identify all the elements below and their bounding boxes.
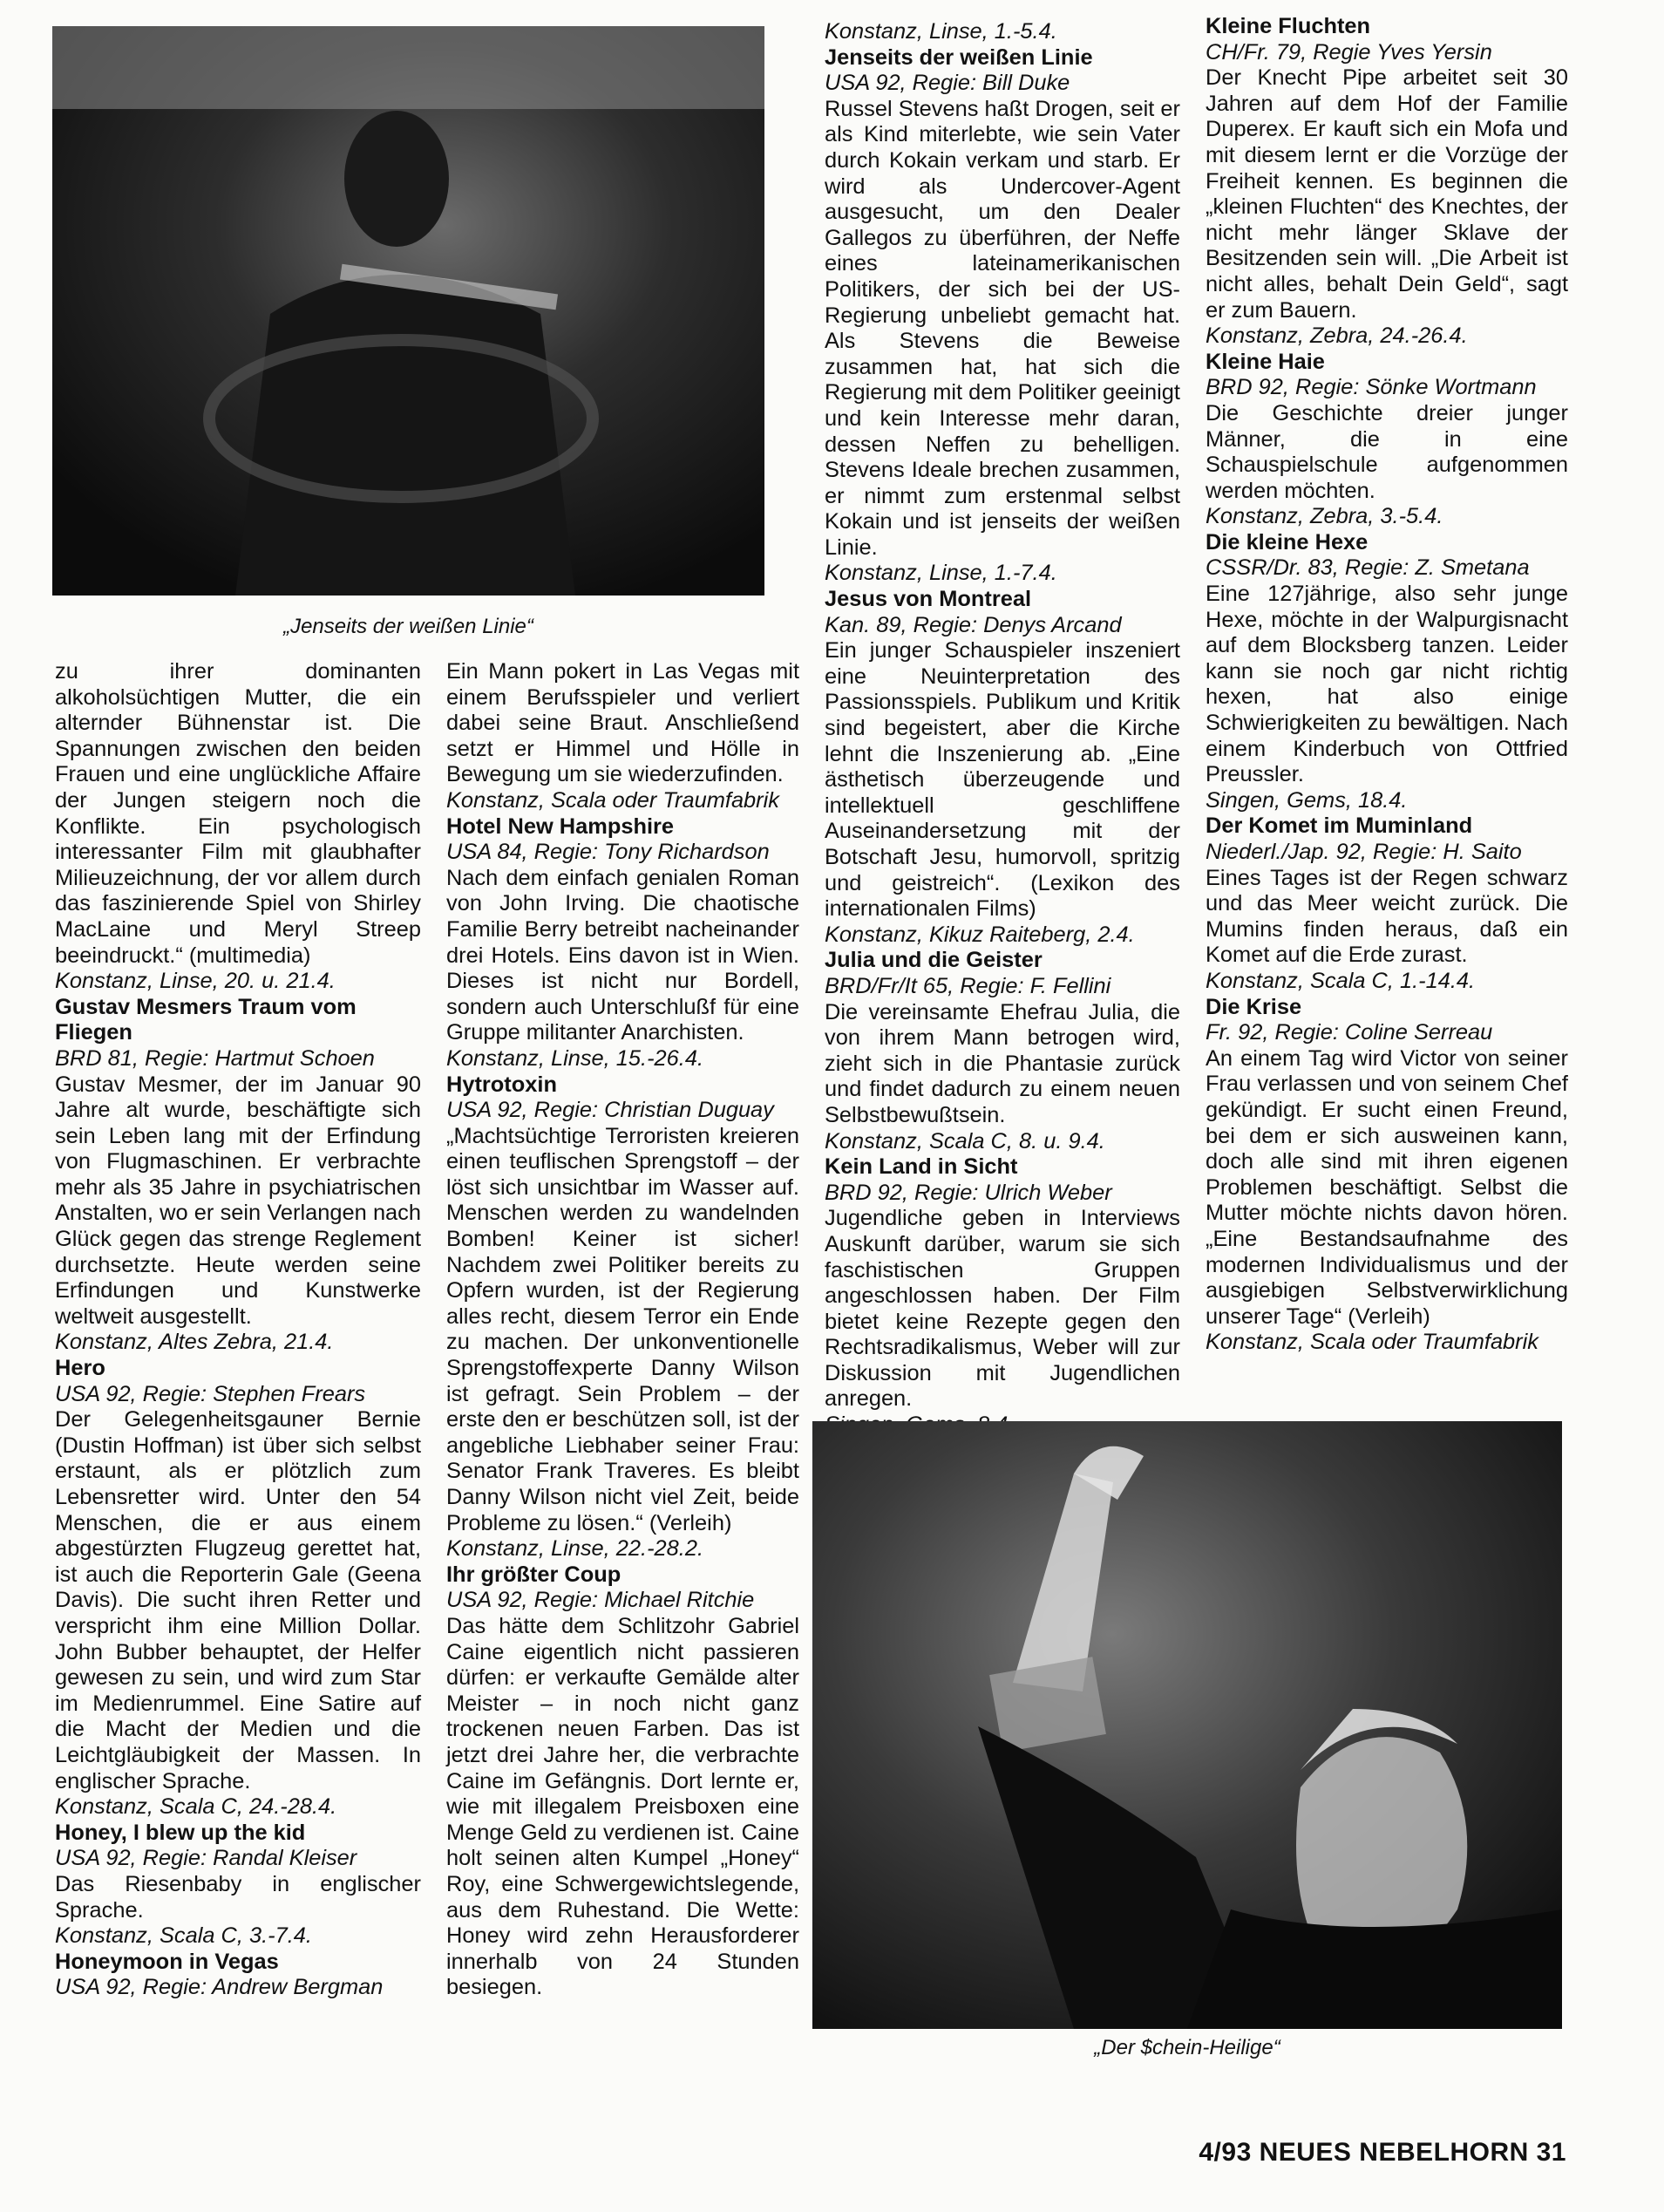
listing-entry xyxy=(1206,14,1568,350)
photo-caption-schein-heilige: „Der $chein-Heilige“ xyxy=(1094,2036,1280,2059)
entry-venue: Konstanz, Scala C, 1.-14.4. xyxy=(1206,968,1476,993)
listing-entry xyxy=(55,1821,421,1950)
listing-entry xyxy=(825,1154,1180,1439)
listing-entry xyxy=(825,587,1180,948)
entry-meta: BRD/Fr/It 65, Regie: F. Fellini xyxy=(825,973,1111,998)
entry-title: Der Komet im Muminland xyxy=(1206,813,1473,839)
entry-meta: USA 84, Regie: Tony Richardson xyxy=(446,840,770,865)
photo-caption-jenseits: „Jenseits der weißen Linie“ xyxy=(283,615,533,638)
listing-entry xyxy=(55,1356,421,1821)
listing-entry xyxy=(1206,813,1568,994)
entry-title: Die Krise xyxy=(1206,994,1302,1019)
entry-text: Russel Stevens haßt Drogen, seit er als Kind miterlebte, wie sein Vater durch Kokain verkam und starb. Er wird als Undercover-Agent ausgesucht, um den Dealer Gallegos zu überführen, der Neffe eines lateinamerikanischen Politikers, der sich bei der US-Regierung unbeliebt gemacht hat. Als Stevens die Beweise zusammen hat, hat sich die Regierung mit dem Politiker geeinigt und kein Interesse mehr daran, dessen Neffen zu behelligen. Stevens Ideale brechen zusammen, er nimmt zum erstenmal selbst Kokain und ist jenseits der weißen Linie. xyxy=(825,96,1180,560)
listing-entry xyxy=(55,659,421,995)
entry-meta: USA 92, Regie: Andrew Bergman xyxy=(55,1975,384,2000)
entry-text: Die Geschichte dreier junger Männer, die in eine Schauspielschule aufgenommen werden möchten. xyxy=(1206,400,1568,503)
entry-text: Jugendliche geben in Interviews Auskunft darüber, warum sie sich faschistischen Gruppen angeschlossen haben. Der Film bietet keine Rezepte gegen den Rechtsradikalismus, Weber will zur Diskussion mit Jugendlichen anregen. xyxy=(825,1206,1180,1412)
entry-venue: Konstanz, Zebra, 24.-26.4. xyxy=(1206,323,1468,349)
film-still-photo-jenseits xyxy=(52,26,764,596)
entry-meta: Kan. 89, Regie: Denys Arcand xyxy=(825,612,1122,637)
listing-entry xyxy=(446,1562,799,2001)
entry-meta: CSSR/Dr. 83, Regie: Z. Smetana xyxy=(1206,555,1530,581)
listing-column-4 xyxy=(1206,14,1568,1356)
entry-venue: Konstanz, Linse, 20. u. 21.4. xyxy=(55,969,336,994)
listing-entry xyxy=(825,948,1180,1154)
entry-title: Kleine Haie xyxy=(1206,349,1325,374)
entry-title: Jenseits der weißen Linie xyxy=(825,44,1093,70)
entry-text: Das hätte dem Schlitzohr Gabriel Caine eigentlich nicht passieren dürfen: er verkaufte Gemälde alter Meister – in noch nicht ganz trockenen neuen Farben. Das ist jetzt drei Jahre her, die verbrachte Caine im Gefängnis. Dort lernte er, wie mit illegalem Preisboxen eine Menge Geld zu verdienen ist. Caine holt seinen alten Kumpel „Honey“ Roy, eine Schwergewichtslegende, aus dem Ruhestand. Die Wette: Honey wird zehn Herausforderer innerhalb von 24 Stunden besiegen. xyxy=(446,1613,799,2000)
entry-meta: Niederl./Jap. 92, Regie: H. Saito xyxy=(1206,840,1522,864)
entry-meta: BRD 92, Regie: Sönke Wortmann xyxy=(1206,375,1537,400)
entry-title: Kein Land in Sicht xyxy=(825,1154,1018,1180)
entry-text: An einem Tag wird Victor von seiner Frau verlassen und von seinem Chef gekündigt. Er sucht einen Freund, bei dem er sich ausweinen kann, doch alle sind mit ihren eigenen Problemen beschäftigt. Selbst die Mutter möchte nichts davon hören. „Eine Bestandsaufnahme des modernen Individualismus und der ausgiebigen Selbstverwirklichung unserer Tage“ (Verleih) xyxy=(1206,1045,1568,1329)
entry-meta: BRD 81, Regie: Hartmut Schoen xyxy=(55,1045,375,1071)
entry-venue: Singen, Gems, 18.4. xyxy=(1206,787,1408,813)
entry-venue: Konstanz, Scala C, 24.-28.4. xyxy=(55,1794,337,1820)
entry-text: „Machtsüchtige Terroristen kreieren einen teuflischen Sprengstoff – der löst sich unsichtbar im Wasser auf. Menschen werden zu wandelnden Bomben! Keiner ist sicher! Nachdem zwei Politiker bereits zu Opfern wurden, ist der Regierung alles recht, diesem Terror ein Ende zu machen. Der unkonventionelle Sprengstoffexperte Danny Wilson ist gefragt. Sein Problem – der erste den er beschützen soll, ist der angebliche Liebhaber seiner Frau: Senator Frank Traveres. Es bleibt Danny Wilson nicht viel Zeit, beide Probleme zu lösen.“ (Verleih) xyxy=(446,1123,799,1535)
entry-title: Hytrotoxin xyxy=(446,1072,557,1097)
film-still-photo-schein-heilige xyxy=(812,1421,1562,2029)
entry-meta: USA 92, Regie: Bill Duke xyxy=(825,71,1070,96)
entry-text: Das Riesenbaby in englischer Sprache. xyxy=(55,1871,421,1923)
listing-entry xyxy=(1206,995,1568,1356)
entry-title: Hotel New Hampshire xyxy=(446,813,675,839)
entry-text: Die vereinsamte Ehefrau Julia, die von ihrem Mann betrogen wird, zieht sich in die Phantasie zurück und findet dadurch zu einem neuen Selbstbewußtsein. xyxy=(825,999,1180,1127)
entry-title: Ihr größter Coup xyxy=(446,1562,621,1587)
listing-entry xyxy=(825,19,1180,45)
photo-placeholder-graphic xyxy=(52,26,764,596)
entry-text: Der Knecht Pipe arbeitet seit 30 Jahren auf dem Hof der Familie Duperex. Er kauft sich ein Mofa und mit diesem lernt er die Vorzüge der Freiheit kennen. Es beginnen die „kleinen Fluchten“ des Knechtes, der nicht mehr länger Sklave der Besitzenden sein will. „Die Arbeit ist nicht alles, behalt Dein Geld“, sagt er zum Bauern. xyxy=(1206,65,1568,323)
listing-entry xyxy=(825,45,1180,587)
listing-entry xyxy=(55,995,421,1356)
entry-title: Jesus von Montreal xyxy=(825,587,1032,612)
listing-entry xyxy=(446,814,799,1072)
entry-title: Honeymoon in Vegas xyxy=(55,1949,279,1974)
entry-title: Die kleine Hexe xyxy=(1206,529,1369,555)
entry-title: Kleine Fluchten xyxy=(1206,14,1371,38)
entry-text: Eines Tages ist der Regen schwarz und das Meer weicht zurück. Die Mumins finden heraus, daß ein Komet auf die Erde zurast. xyxy=(1206,865,1568,968)
entry-venue: Konstanz, Kikuz Raiteberg, 2.4. xyxy=(825,922,1135,947)
listing-entry xyxy=(1206,530,1568,814)
entry-meta: Fr. 92, Regie: Coline Serreau xyxy=(1206,1020,1493,1045)
entry-text: Der Gelegenheitsgauner Bernie (Dustin Hoffman) ist über sich selbst erstaunt, als er plötzlich zum Lebensretter wird. Unter den 54 Menschen, die er aus einem abgestürzten Flugzeug gerettet hat, ist auch die Reporterin Gale (Geena Davis). Die sucht ihren Retter und verspricht ihm eine Million Dollar. John Bubber behauptet, der Helfer gewesen zu sein, und wird zum Star im Medienrummel. Eine Satire auf die Macht der Medien und die Leichtgläubigkeit der Massen. In englischer Sprache. xyxy=(55,1407,421,1793)
entry-venue: Konstanz, Scala oder Traumfabrik xyxy=(446,787,779,813)
listing-column-3 xyxy=(825,19,1180,1439)
listing-column-1 xyxy=(55,659,421,2001)
entry-text: zu ihrer dominanten alkoholsüchtigen Mutter, die ein alternder Bühnenstar ist. Die Spannungen zwischen den beiden Frauen und eine unglückliche Affaire der Jungen steigern noch die Konflikte. Ein psychologisch interessanter Film mit glaubhafter Milieuzeichnung, der vor allem durch das faszinierende Spiel von Shirley MacLaine und Meryl Streep beeindruckt.“ (multimedia) xyxy=(55,659,421,968)
entry-meta: USA 92, Regie: Randal Kleiser xyxy=(55,1846,357,1871)
entry-venue: Konstanz, Scala C, 8. u. 9.4. xyxy=(825,1128,1105,1154)
page-footer: 4/93 NEUES NEBELHORN 31 xyxy=(1199,2138,1566,2167)
entry-text: Nach dem einfach genialen Roman von John Irving. Die chaotische Familie Berry betreibt nacheinander drei Hotels. Eins davon ist in Wien. Dieses ist nicht nur Bordell, sondern auch Unterschlußf für eine Gruppe militanter Anarchisten. xyxy=(446,865,799,1045)
entry-meta: USA 92, Regie: Michael Ritchie xyxy=(446,1588,755,1613)
entry-title: Gustav Mesmers Traum vom Fliegen xyxy=(55,994,357,1045)
listing-entry xyxy=(1206,350,1568,530)
listing-column-2 xyxy=(446,659,799,2001)
entry-text: Ein junger Schauspieler inszeniert eine Neuinterpretation des Passionsspiels. Publikum und Kritik sind begeistert, aber die Kirche lehnt die Inszenierung ab. „Eine ästhetisch überzeugende und intellektuell geschliffene Auseinandersetzung mit der Botschaft Jesu, humorvoll, spritzig und geistreich“. (Lexikon des internationalen Films) xyxy=(825,638,1180,922)
entry-text: Eine 127jährige, also sehr junge Hexe, möchte in der Walpurgisnacht auf dem Blocksberg tanzen. Leider kann sie noch gar nicht richtig hexen, hat also einige Schwierigkeiten zu bewältigen. Nach einem Kinderbuch von Ottfried Preussler. xyxy=(1206,582,1568,787)
entry-venue: Konstanz, Scala C, 3.-7.4. xyxy=(55,1923,312,1949)
entry-meta: USA 92, Regie: Christian Duguay xyxy=(446,1098,774,1123)
entry-title: Julia und die Geister xyxy=(825,948,1043,973)
entry-text: Gustav Mesmer, der im Januar 90 Jahre alt wurde, beschäftigte sich sein Leben lang mit der Erfindung von Flugmaschinen. Er verbrachte mehr als 35 Jahre in psychiatrischen Anstalten, wo er sein Verlangen nach Glück gegen das strenge Reglement durchsetzte. Heute werden seine Erfindungen und Kunstwerke weltweit ausgestellt. xyxy=(55,1072,421,1329)
entry-title: Hero xyxy=(55,1356,105,1381)
entry-title: Honey, I blew up the kid xyxy=(55,1820,306,1845)
entry-venue: Konstanz, Linse, 1.-7.4. xyxy=(825,561,1057,586)
listing-entry xyxy=(55,1950,421,2001)
entry-meta: BRD 92, Regie: Ulrich Weber xyxy=(825,1180,1112,1205)
entry-venue: Konstanz, Linse, 1.-5.4. xyxy=(825,19,1057,44)
listing-entry xyxy=(446,659,799,814)
entry-venue: Konstanz, Linse, 15.-26.4. xyxy=(446,1045,704,1071)
entry-meta: USA 92, Regie: Stephen Frears xyxy=(55,1381,366,1406)
listing-entry xyxy=(446,1072,799,1562)
entry-text: Ein Mann pokert in Las Vegas mit einem Berufsspieler und verliert dabei seine Braut. Anschließend setzt er Himmel und Hölle in Bewegung um sie wiederzufinden. xyxy=(446,659,799,787)
entry-meta: CH/Fr. 79, Regie Yves Yersin xyxy=(1206,39,1492,65)
entry-venue: Konstanz, Altes Zebra, 21.4. xyxy=(55,1330,334,1355)
entry-venue: Konstanz, Scala oder Traumfabrik xyxy=(1206,1330,1538,1355)
entry-venue: Konstanz, Linse, 22.-28.2. xyxy=(446,1536,704,1562)
photo-placeholder-graphic xyxy=(812,1421,1562,2029)
entry-venue: Konstanz, Zebra, 3.-5.4. xyxy=(1206,504,1443,529)
